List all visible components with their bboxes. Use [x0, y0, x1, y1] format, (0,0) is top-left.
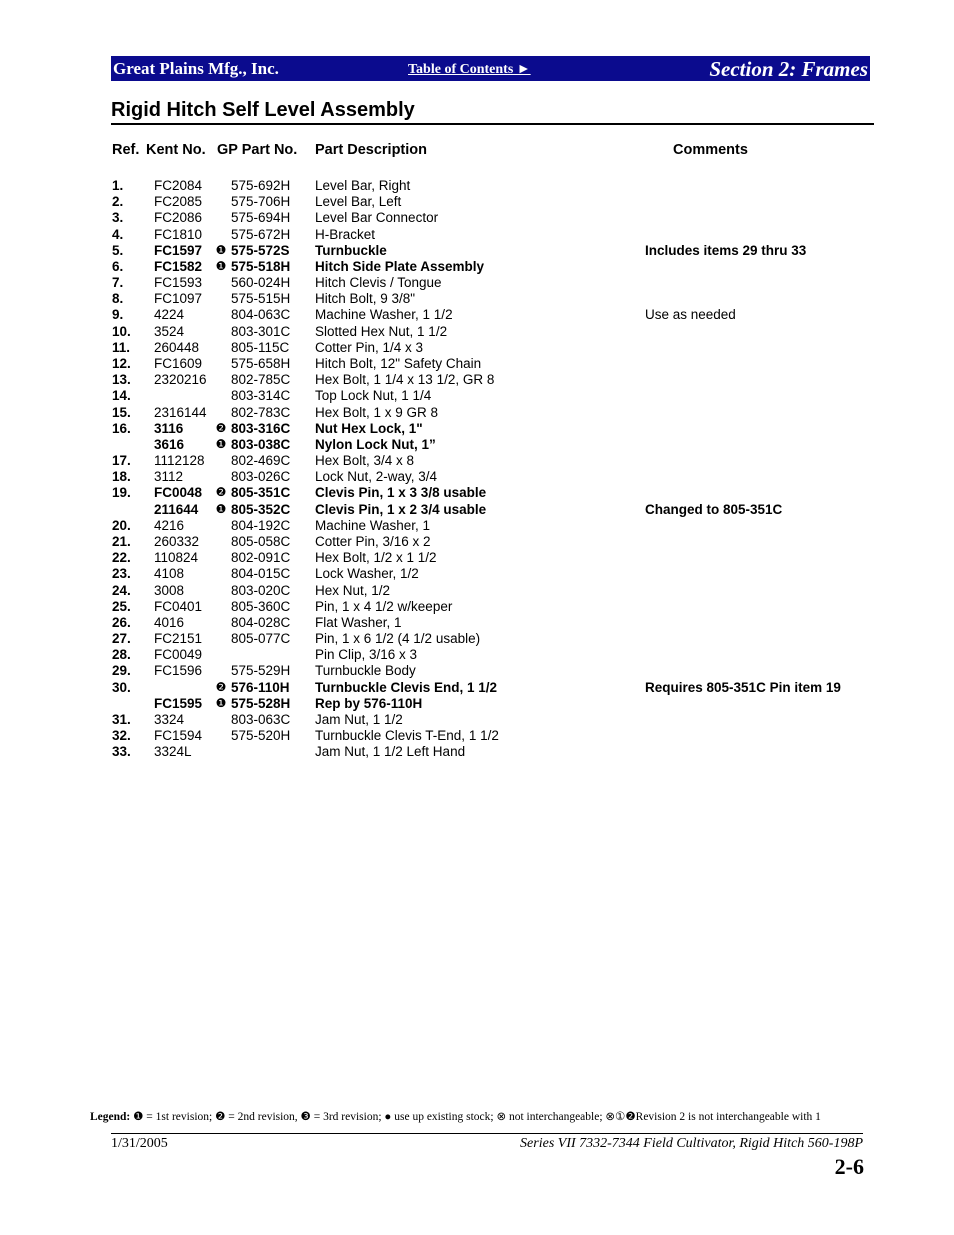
table-row [0, 437, 954, 453]
footer-series: Series VII 7332-7344 Field Cultivator, Rigid Hitch 560-198P [520, 1136, 863, 1151]
ref-cell: 8. [112, 291, 124, 307]
kent-no-cell: 4216 [154, 517, 185, 533]
table-row [0, 728, 954, 744]
description-cell: Nylon Lock Nut, 1” [315, 436, 436, 452]
gp-part-no-cell: 575-694H [231, 210, 291, 226]
gp-part-no-cell: 802-783C [231, 404, 291, 420]
kent-no-cell: 3116 [154, 420, 184, 436]
description-cell: Hitch Clevis / Tongue [315, 275, 442, 291]
kent-no-cell: FC1594 [154, 728, 203, 744]
kent-no-cell: 3112 [154, 469, 184, 485]
gp-part-no-cell: 576-110H [231, 679, 290, 695]
ref-cell: 1. [112, 178, 124, 193]
table-row [0, 744, 954, 760]
kent-no-cell: 110824 [154, 550, 199, 566]
description-cell: Cotter Pin, 1/4 x 3 [315, 339, 424, 355]
ref-cell: 22. [112, 550, 131, 566]
gp-part-no-cell: 804-015C [231, 566, 291, 582]
ref-cell: 18. [112, 469, 131, 485]
gp-part-no-cell: 575-572S [231, 242, 290, 258]
gp-part-no-cell: 575-520H [231, 728, 291, 744]
gp-part-no-cell: 805-058C [231, 533, 291, 549]
ref-cell: 21. [112, 533, 131, 549]
table-row [0, 340, 954, 356]
kent-no-cell: FC1810 [154, 226, 203, 242]
kent-no-cell: 3524 [154, 323, 185, 339]
table-row [0, 227, 954, 243]
gp-part-no-cell: 575-658H [231, 355, 291, 371]
kent-no-cell: 1112128 [154, 453, 205, 469]
gp-part-no-cell: 802-091C [231, 550, 291, 566]
table-row [0, 259, 954, 275]
description-cell: Pin, 1 x 4 1/2 w/keeper [315, 598, 453, 614]
kent-no-cell: FC0049 [154, 647, 203, 663]
table-row [0, 631, 954, 647]
kent-no-cell: FC1582 [154, 258, 203, 274]
gp-part-no-cell: 803-301C [231, 323, 291, 339]
gp-part-no-cell: 805-360C [231, 598, 291, 614]
kent-no-cell: FC1596 [154, 663, 203, 679]
kent-no-cell: FC2151 [154, 631, 203, 647]
table-row [0, 405, 954, 421]
description-cell: Pin Clip, 3/16 x 3 [315, 647, 418, 663]
description-cell: Machine Washer, 1 [315, 517, 431, 533]
description-cell: Turnbuckle Clevis T-End, 1 1/2 [315, 728, 499, 744]
ref-cell: 20. [112, 517, 131, 533]
page-number: 2-6 [834, 1154, 864, 1179]
kent-no-cell: 260448 [154, 339, 200, 355]
table-row [0, 647, 954, 663]
gp-part-no-cell: 575-518H [231, 258, 291, 274]
revision-mark: ❶ [215, 436, 227, 451]
gp-part-no-cell: 805-352C [231, 501, 291, 517]
description-cell: Hex Nut, 1/2 [315, 582, 391, 598]
ref-cell: 31. [112, 711, 131, 727]
table-row [0, 502, 954, 518]
gp-part-no-cell: 804-028C [231, 614, 291, 630]
gp-part-no-cell: 804-063C [231, 307, 291, 323]
description-cell: Flat Washer, 1 [315, 614, 402, 630]
description-cell: Top Lock Nut, 1 1/4 [315, 388, 432, 404]
company-name: Great Plains Mfg., Inc. [113, 59, 279, 78]
gp-part-no-cell: 575-529H [231, 663, 291, 679]
table-row [0, 421, 954, 437]
kent-no-cell: 3616 [154, 436, 185, 452]
gp-part-no-cell: 805-077C [231, 631, 291, 647]
kent-no-cell: FC0401 [154, 598, 203, 614]
description-cell: Cotter Pin, 3/16 x 2 [315, 533, 431, 549]
table-row [0, 680, 954, 696]
header-bar [111, 56, 870, 81]
table-row [0, 453, 954, 469]
table-row [0, 291, 954, 307]
kent-no-cell: 4224 [154, 307, 185, 323]
kent-no-cell: 4108 [154, 566, 185, 582]
table-row [0, 372, 954, 388]
column-header-ref: Ref. [112, 142, 140, 158]
ref-cell: 12. [112, 355, 131, 371]
gp-part-no-cell: 803-026C [231, 469, 291, 485]
column-header-kent: Kent No. [146, 142, 206, 158]
footer-divider [111, 1133, 863, 1134]
gp-part-no-cell: 803-316C [231, 420, 291, 436]
gp-part-no-cell: 575-672H [231, 226, 291, 242]
kent-no-cell: 260332 [154, 533, 200, 549]
gp-part-no-cell: 802-469C [231, 453, 291, 469]
table-row [0, 566, 954, 582]
kent-no-cell: FC1609 [154, 355, 203, 371]
kent-no-cell: 3008 [154, 582, 185, 598]
legend-text: ❶ = 1st revision; ❷ = 2nd revision, ❸ = 3rd revision; ● use up existing stock; ⊗ not interchangeable; ⊗①❷Revision 2 is not interchangeable with 1 [130, 1111, 821, 1123]
kent-no-cell: FC2085 [154, 194, 203, 210]
description-cell: Level Bar, Left [315, 194, 402, 210]
ref-cell: 13. [112, 372, 131, 388]
ref-cell: 11. [112, 339, 131, 355]
description-cell: Pin, 1 x 6 1/2 (4 1/2 usable) [315, 631, 481, 647]
table-of-contents-link[interactable]: Table of Contents ► [408, 62, 531, 77]
description-cell: Rep by 576-110H [315, 695, 423, 711]
ref-cell: 30. [112, 679, 131, 695]
table-row [0, 469, 954, 485]
title-divider [111, 123, 874, 125]
description-cell: Hex Bolt, 1 1/4 x 13 1/2, GR 8 [315, 372, 495, 388]
kent-no-cell: FC2084 [154, 178, 203, 193]
ref-cell: 10. [112, 323, 131, 339]
description-cell: Hex Bolt, 1 x 9 GR 8 [315, 404, 439, 420]
ref-cell: 26. [112, 614, 131, 630]
revision-mark: ❶ [215, 242, 227, 257]
table-row [0, 307, 954, 323]
gp-part-no-cell: 805-351C [231, 485, 291, 501]
gp-part-no-cell: 575-528H [231, 695, 291, 711]
comment-cell: Use as needed [645, 307, 736, 323]
kent-no-cell: 3324L [154, 744, 192, 760]
section-title: Section 2: Frames [709, 57, 868, 81]
column-header-gp: GP Part No. [217, 142, 298, 158]
table-row [0, 210, 954, 226]
table-row [0, 518, 954, 534]
revision-mark: ❷ [215, 420, 227, 435]
table-row [0, 599, 954, 615]
description-cell: Lock Washer, 1/2 [315, 566, 419, 582]
description-cell: Jam Nut, 1 1/2 [315, 711, 403, 727]
table-row [0, 485, 954, 501]
comment-cell: Includes items 29 thru 33 [645, 242, 807, 258]
gp-part-no-cell: 805-115C [231, 339, 290, 355]
ref-cell: 32. [112, 728, 131, 744]
table-row [0, 178, 954, 194]
description-cell: Hitch Bolt, 9 3/8" [315, 291, 416, 307]
ref-cell: 15. [112, 404, 131, 420]
ref-cell: 25. [112, 598, 131, 614]
table-row [0, 615, 954, 631]
table-row [0, 388, 954, 404]
ref-cell: 28. [112, 647, 131, 663]
gp-part-no-cell: 575-706H [231, 194, 291, 210]
revision-mark: ❶ [215, 695, 227, 710]
description-cell: Hex Bolt, 1/2 x 1 1/2 [315, 550, 437, 566]
table-row [0, 534, 954, 550]
kent-no-cell: FC2086 [154, 210, 203, 226]
table-row [0, 243, 954, 259]
table-row [0, 712, 954, 728]
gp-part-no-cell: 575-692H [231, 178, 291, 193]
kent-no-cell: 2316144 [154, 404, 207, 420]
gp-part-no-cell: 803-063C [231, 711, 291, 727]
description-cell: Level Bar Connector [315, 210, 439, 226]
comment-cell: Changed to 805-351C [645, 501, 783, 517]
footer-date: 1/31/2005 [111, 1136, 168, 1151]
ref-cell: 29. [112, 663, 131, 679]
description-cell: Machine Washer, 1 1/2 [315, 307, 453, 323]
ref-cell: 17. [112, 453, 131, 469]
description-cell: Clevis Pin, 1 x 3 3/8 usable [315, 485, 487, 501]
ref-cell: 27. [112, 631, 131, 647]
table-row [0, 324, 954, 340]
legend-label: Legend: [90, 1111, 131, 1123]
comment-cell: Requires 805-351C Pin item 19 [645, 679, 841, 695]
revision-mark: ❷ [215, 679, 227, 694]
ref-cell: 9. [112, 307, 124, 323]
table-row [0, 583, 954, 599]
kent-no-cell: 4016 [154, 614, 185, 630]
ref-cell: 2. [112, 194, 124, 210]
ref-cell: 23. [112, 566, 131, 582]
description-cell: Slotted Hex Nut, 1 1/2 [315, 323, 448, 339]
ref-cell: 19. [112, 485, 131, 501]
description-cell: Nut Hex Lock, 1" [315, 420, 423, 436]
ref-cell: 16. [112, 420, 131, 436]
gp-part-no-cell: 803-038C [231, 436, 291, 452]
table-row [0, 194, 954, 210]
description-cell: Turnbuckle Body [315, 663, 416, 679]
kent-no-cell: FC1593 [154, 275, 203, 291]
ref-cell: 24. [112, 582, 131, 598]
ref-cell: 7. [112, 275, 124, 291]
description-cell: H-Bracket [315, 226, 376, 242]
gp-part-no-cell: 803-020C [231, 582, 291, 598]
table-row [0, 696, 954, 712]
ref-cell: 4. [112, 226, 124, 242]
legend [90, 1109, 821, 1123]
revision-mark: ❷ [215, 485, 227, 500]
description-cell: Turnbuckle Clevis End, 1 1/2 [315, 679, 498, 695]
kent-no-cell: 2320216 [154, 372, 207, 388]
gp-part-no-cell: 802-785C [231, 372, 291, 388]
kent-no-cell: FC0048 [154, 485, 203, 501]
kent-no-cell: FC1097 [154, 291, 203, 307]
ref-cell: 14. [112, 388, 131, 404]
page-title: Rigid Hitch Self Level Assembly [111, 99, 415, 121]
kent-no-cell: 3324 [154, 711, 185, 727]
column-header-comments: Comments [673, 142, 748, 158]
ref-cell: 33. [112, 744, 131, 760]
description-cell: Level Bar, Right [315, 178, 411, 193]
description-cell: Lock Nut, 2-way, 3/4 [315, 469, 438, 485]
kent-no-cell: FC1595 [154, 695, 203, 711]
ref-cell: 3. [112, 210, 124, 226]
table-row [0, 356, 954, 372]
revision-mark: ❶ [215, 258, 227, 273]
description-cell: Hitch Side Plate Assembly [315, 258, 485, 274]
description-cell: Turnbuckle [315, 242, 387, 258]
ref-cell: 5. [112, 242, 124, 258]
description-cell: Hitch Bolt, 12" Safety Chain [315, 355, 482, 371]
gp-part-no-cell: 804-192C [231, 517, 291, 533]
gp-part-no-cell: 560-024H [231, 275, 291, 291]
column-header-description: Part Description [315, 142, 427, 158]
gp-part-no-cell: 575-515H [231, 291, 291, 307]
table-row [0, 663, 954, 679]
revision-mark: ❶ [215, 501, 227, 516]
kent-no-cell: 211644 [154, 501, 199, 517]
description-cell: Clevis Pin, 1 x 2 3/4 usable [315, 501, 487, 517]
table-row [0, 550, 954, 566]
kent-no-cell: FC1597 [154, 242, 203, 258]
gp-part-no-cell: 803-314C [231, 388, 291, 404]
description-cell: Jam Nut, 1 1/2 Left Hand [315, 744, 466, 760]
table-row [0, 275, 954, 291]
ref-cell: 6. [112, 258, 124, 274]
description-cell: Hex Bolt, 3/4 x 8 [315, 453, 415, 469]
